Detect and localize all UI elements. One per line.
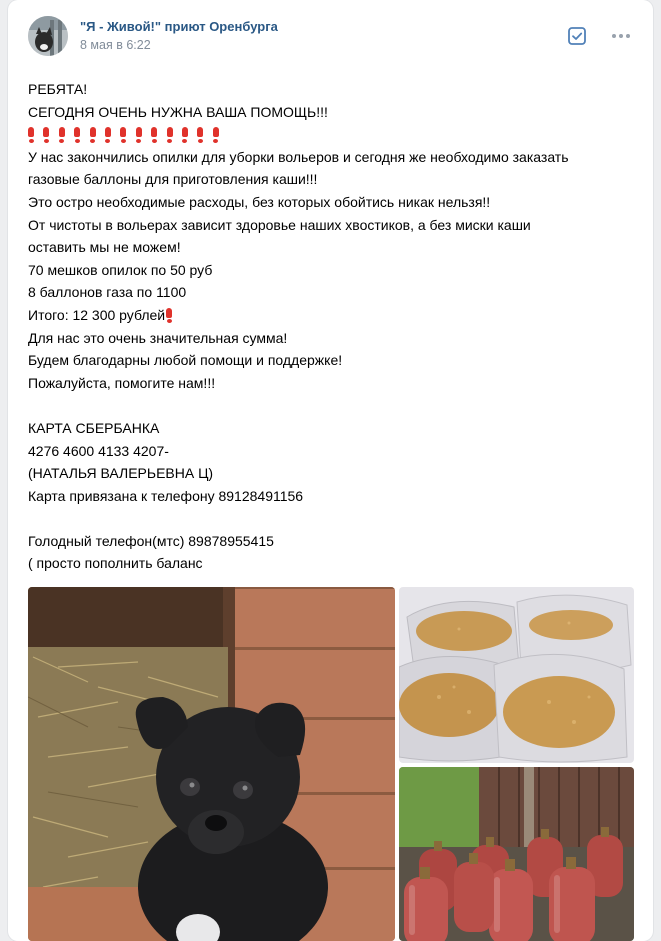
heavy-exclamation-mark-icon <box>43 127 49 142</box>
heavy-exclamation-mark-icon <box>120 127 126 142</box>
author-name[interactable]: "Я - Живой!" приют Оренбурга <box>80 19 278 34</box>
text-line: Для нас это очень значительная сумма! <box>28 329 288 346</box>
text-line: оставить мы не можем! <box>28 239 181 256</box>
text-line: Карта привязана к телефону 89128491156 <box>28 487 304 504</box>
heavy-exclamation-mark-icon <box>197 127 203 142</box>
heavy-exclamation-mark-icon <box>74 127 80 142</box>
post-text <box>28 78 638 575</box>
photo-gallery <box>28 587 634 941</box>
text-line: 8 баллонов газа по 1100 <box>28 284 187 301</box>
heavy-exclamation-mark-icon <box>166 308 172 323</box>
heavy-exclamation-mark-icon <box>151 127 157 142</box>
text-line: Будем благодарны любой помощи и поддержке! <box>28 352 343 369</box>
post-date[interactable]: 8 мая в 6:22 <box>80 38 151 52</box>
text-line: 4276 4600 4133 4207- <box>28 442 169 459</box>
text-line: (НАТАЛЬЯ ВАЛЕРЬЕВНА Ц) <box>28 465 214 482</box>
text-line: От чистоты в вольерах зависит здоровье наших хвостиков, а без миски каши <box>28 216 531 233</box>
text-line: РЕБЯТА! <box>28 81 88 97</box>
text-line: СЕГОДНЯ ОЧЕНЬ НУЖНА ВАША ПОМОЩЬ!!! <box>28 103 328 120</box>
heavy-exclamation-mark-icon <box>28 127 34 142</box>
total-text: Итого: 12 300 рублей <box>28 306 166 323</box>
text-line: Это остро необходимые расходы, без которых обойтись никак нельзя!! <box>28 193 491 210</box>
avatar-image <box>28 16 68 56</box>
heavy-exclamation-mark-icon <box>213 127 219 142</box>
text-line: 70 мешков опилок по 50 руб <box>28 261 213 278</box>
text-line: Голодный телефон(мтс) 89878955415 <box>28 532 274 549</box>
photo-gas-cylinders[interactable] <box>399 767 634 941</box>
checkbox-icon[interactable] <box>567 26 587 46</box>
heavy-exclamation-mark-icon <box>105 127 111 142</box>
blank-line <box>28 394 638 417</box>
heavy-exclamation-mark-icon <box>136 127 142 142</box>
photo-sawdust-bags[interactable] <box>399 587 634 763</box>
heavy-exclamation-mark-icon <box>90 127 96 142</box>
text-line: ( просто пополнить баланс <box>28 555 203 572</box>
post-card <box>8 0 653 941</box>
exclamation-emoji-row <box>28 123 638 146</box>
blank-line <box>28 507 638 530</box>
heavy-exclamation-mark-icon <box>167 127 173 142</box>
text-line: Пожалуйста, помогите нам!!! <box>28 374 216 391</box>
heavy-exclamation-mark-icon <box>182 127 188 142</box>
text-line-total <box>28 304 638 327</box>
text-line: КАРТА СБЕРБАНКА <box>28 419 160 436</box>
photo-puppy[interactable] <box>28 587 395 941</box>
heavy-exclamation-mark-icon <box>59 127 65 142</box>
text-line: газовые баллоны для приготовления каши!!! <box>28 171 318 188</box>
more-dots-icon[interactable] <box>609 26 633 46</box>
text-line: У нас закончились опилки для уборки вольеров и сегодня же необходимо заказать <box>28 148 569 165</box>
post-header <box>28 16 637 56</box>
avatar[interactable] <box>28 16 68 56</box>
